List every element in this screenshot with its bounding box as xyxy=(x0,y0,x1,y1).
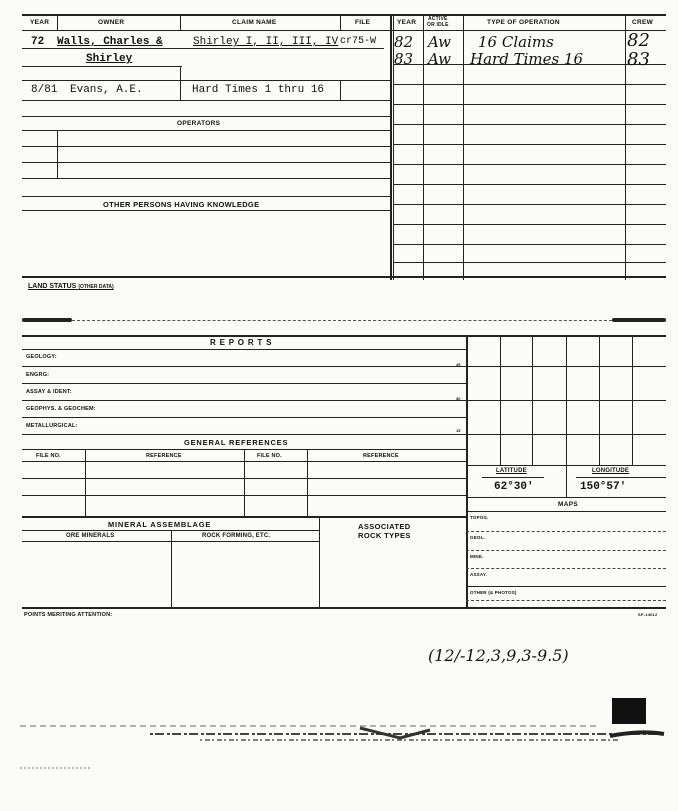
activity-row-line xyxy=(393,104,666,105)
activity-row-line xyxy=(393,244,666,245)
reports-rule xyxy=(22,417,466,418)
reports-top-border xyxy=(22,335,666,337)
activity-1-status: Aw xyxy=(428,33,451,51)
top-border xyxy=(22,14,666,16)
col-file: FILE xyxy=(355,19,371,26)
latlong-divider xyxy=(566,465,567,497)
hdr-divider xyxy=(57,14,58,30)
ref-col-line xyxy=(307,449,308,516)
record-1-claim: Shirley I, II, III, IV xyxy=(193,36,339,48)
mineral-col-line xyxy=(171,530,172,607)
assay-label: ASSAY & IDENT: xyxy=(26,389,72,395)
map-geol: GEOL. xyxy=(470,535,486,540)
record-1-file: cr75-W xyxy=(340,36,377,47)
col-year-2: YEAR xyxy=(397,19,417,26)
latitude-label: LATITUDE xyxy=(496,468,527,474)
map-topog: TOPOG. xyxy=(470,515,489,520)
longitude-value: 150°57' xyxy=(580,481,627,493)
ref-file-no-2: FILE NO. xyxy=(257,453,282,459)
operators-rule xyxy=(22,162,390,163)
ore-minerals-label: ORE MINERALS xyxy=(66,533,115,539)
geophys-label: GEOPHYS. & GEOCHEM: xyxy=(26,406,96,412)
form-number: SP-14012 xyxy=(638,612,658,617)
col-active-idle: OR IDLE xyxy=(427,22,449,28)
reports-rule xyxy=(22,366,466,367)
other-persons-rule xyxy=(22,210,390,211)
maps-heading: MAPS xyxy=(558,501,578,508)
top-table-bottom xyxy=(22,276,666,278)
activity-2-status: Aw xyxy=(428,50,451,68)
reports-rule xyxy=(22,349,466,350)
scale-30: 30 xyxy=(456,396,461,401)
maps-top xyxy=(466,497,666,498)
ref-reference-2: REFERENCE xyxy=(363,453,399,459)
col-owner: OWNER xyxy=(98,19,125,26)
hdr-divider xyxy=(340,14,341,30)
col-crew: CREW xyxy=(632,19,654,26)
record-2-owner: Evans, A.E. xyxy=(70,84,143,96)
operators-rule xyxy=(22,146,390,147)
col-type-of-operation: TYPE OF OPERATION xyxy=(487,19,560,26)
maps-rule xyxy=(466,568,666,569)
grid-row xyxy=(466,366,666,367)
maps-rule xyxy=(466,586,666,587)
maps-rule xyxy=(466,531,666,532)
reports-bottom-border xyxy=(22,607,666,609)
operators-rule xyxy=(22,178,390,179)
latitude-rule xyxy=(482,477,544,478)
associated-col-line xyxy=(319,516,320,607)
owner-row-line xyxy=(22,48,384,49)
hdr-divider xyxy=(180,14,181,30)
activity-1-type: 16 Claims xyxy=(478,33,554,51)
col-claim-name: CLAIM NAME xyxy=(232,19,277,26)
ref-col-line xyxy=(244,449,245,516)
owner-row-line xyxy=(22,116,390,117)
main-divider xyxy=(390,14,392,280)
record-2-year: 8/81 xyxy=(31,84,58,96)
metallurgical-label: METALLURGICAL: xyxy=(26,423,78,429)
scan-noise xyxy=(0,690,678,790)
activity-2-crew: 83 xyxy=(627,49,650,70)
col-active: ACTIVE xyxy=(428,16,448,22)
associated-heading-2: ROCK TYPES xyxy=(358,531,411,540)
points-meriting-label: POINTS MERITING ATTENTION: xyxy=(24,612,113,618)
owner-row-line xyxy=(22,66,182,67)
reports-heading: R E P O R T S xyxy=(210,338,273,347)
engrg-label: ENGRG: xyxy=(26,372,50,378)
owner-row-line xyxy=(22,80,390,81)
activity-row-line xyxy=(393,84,666,85)
activity-row-line xyxy=(393,124,666,125)
operators-rule xyxy=(22,196,390,197)
map-mine: MINE. xyxy=(470,554,484,559)
other-persons-heading: OTHER PERSONS HAVING KNOWLEDGE xyxy=(103,200,260,209)
crew-col-line xyxy=(625,14,626,280)
longitude-rule xyxy=(576,477,666,478)
header-bottom-rule xyxy=(22,30,666,31)
latitude-value: 62°30' xyxy=(494,481,534,493)
scan-mark xyxy=(612,318,666,322)
activity-row-line xyxy=(393,262,666,263)
longitude-label: LONGITUDE xyxy=(592,468,630,474)
owner-row-line xyxy=(22,100,390,101)
scan-band xyxy=(72,320,612,321)
claim-col-line xyxy=(180,66,181,100)
ref-file-no: FILE NO. xyxy=(36,453,61,459)
activity-1-crew: 82 xyxy=(627,30,650,51)
grid-row xyxy=(466,434,666,435)
land-status-heading xyxy=(28,283,114,290)
scale-15: 15 xyxy=(456,428,461,433)
record-1-owner-cont: Shirley xyxy=(86,53,133,65)
activity-row-line xyxy=(393,184,666,185)
ref-bottom xyxy=(22,516,466,518)
type-col-line xyxy=(463,14,464,280)
col-year: YEAR xyxy=(30,19,50,26)
active-col-line xyxy=(423,14,424,280)
operators-heading: OPERATORS xyxy=(177,120,221,127)
scale-45: 45 xyxy=(456,362,461,367)
activity-2-year: 83 xyxy=(394,50,414,68)
file-col-line xyxy=(340,80,341,100)
land-status-sub: (OTHER DATA) xyxy=(78,284,114,290)
maps-rule xyxy=(466,511,666,512)
ref-reference: REFERENCE xyxy=(146,453,182,459)
rock-forming-label: ROCK FORMING, ETC. xyxy=(202,533,271,539)
mineral-assemblage-heading: MINERAL ASSEMBLAGE xyxy=(108,520,212,529)
maps-rule xyxy=(466,550,666,551)
geology-label: GEOLOGY: xyxy=(26,354,57,360)
record-2-claim: Hard Times 1 thru 16 xyxy=(192,84,325,96)
reports-right-divider xyxy=(466,335,468,607)
record-1-owner: Walls, Charles & xyxy=(57,36,163,48)
ref-col-line xyxy=(85,449,86,516)
operators-rule xyxy=(22,130,390,131)
reports-rule xyxy=(22,434,466,435)
maps-rule xyxy=(466,600,666,601)
operators-col-line xyxy=(57,130,58,178)
activity-row-line xyxy=(393,164,666,165)
map-other-photos: OTHER (& PHOTOS) xyxy=(470,590,517,595)
reports-rule xyxy=(22,400,466,401)
reports-rule xyxy=(22,383,466,384)
activity-row-line xyxy=(393,144,666,145)
activity-row-line xyxy=(393,224,666,225)
activity-2-type: Hard Times 16 xyxy=(470,50,584,68)
map-assay: ASSAY. xyxy=(470,572,488,577)
general-references-heading: GENERAL REFERENCES xyxy=(184,438,289,447)
grid-row xyxy=(466,400,666,401)
handwritten-reference: (12/-12,3,9,3-9.5) xyxy=(428,646,569,665)
activity-row-line xyxy=(393,204,666,205)
associated-heading-1: ASSOCIATED xyxy=(358,522,411,531)
record-1-year: 72 xyxy=(31,36,45,48)
activity-1-year: 82 xyxy=(394,33,414,51)
land-status-label: LAND STATUS xyxy=(28,283,77,290)
scan-mark xyxy=(22,318,72,322)
